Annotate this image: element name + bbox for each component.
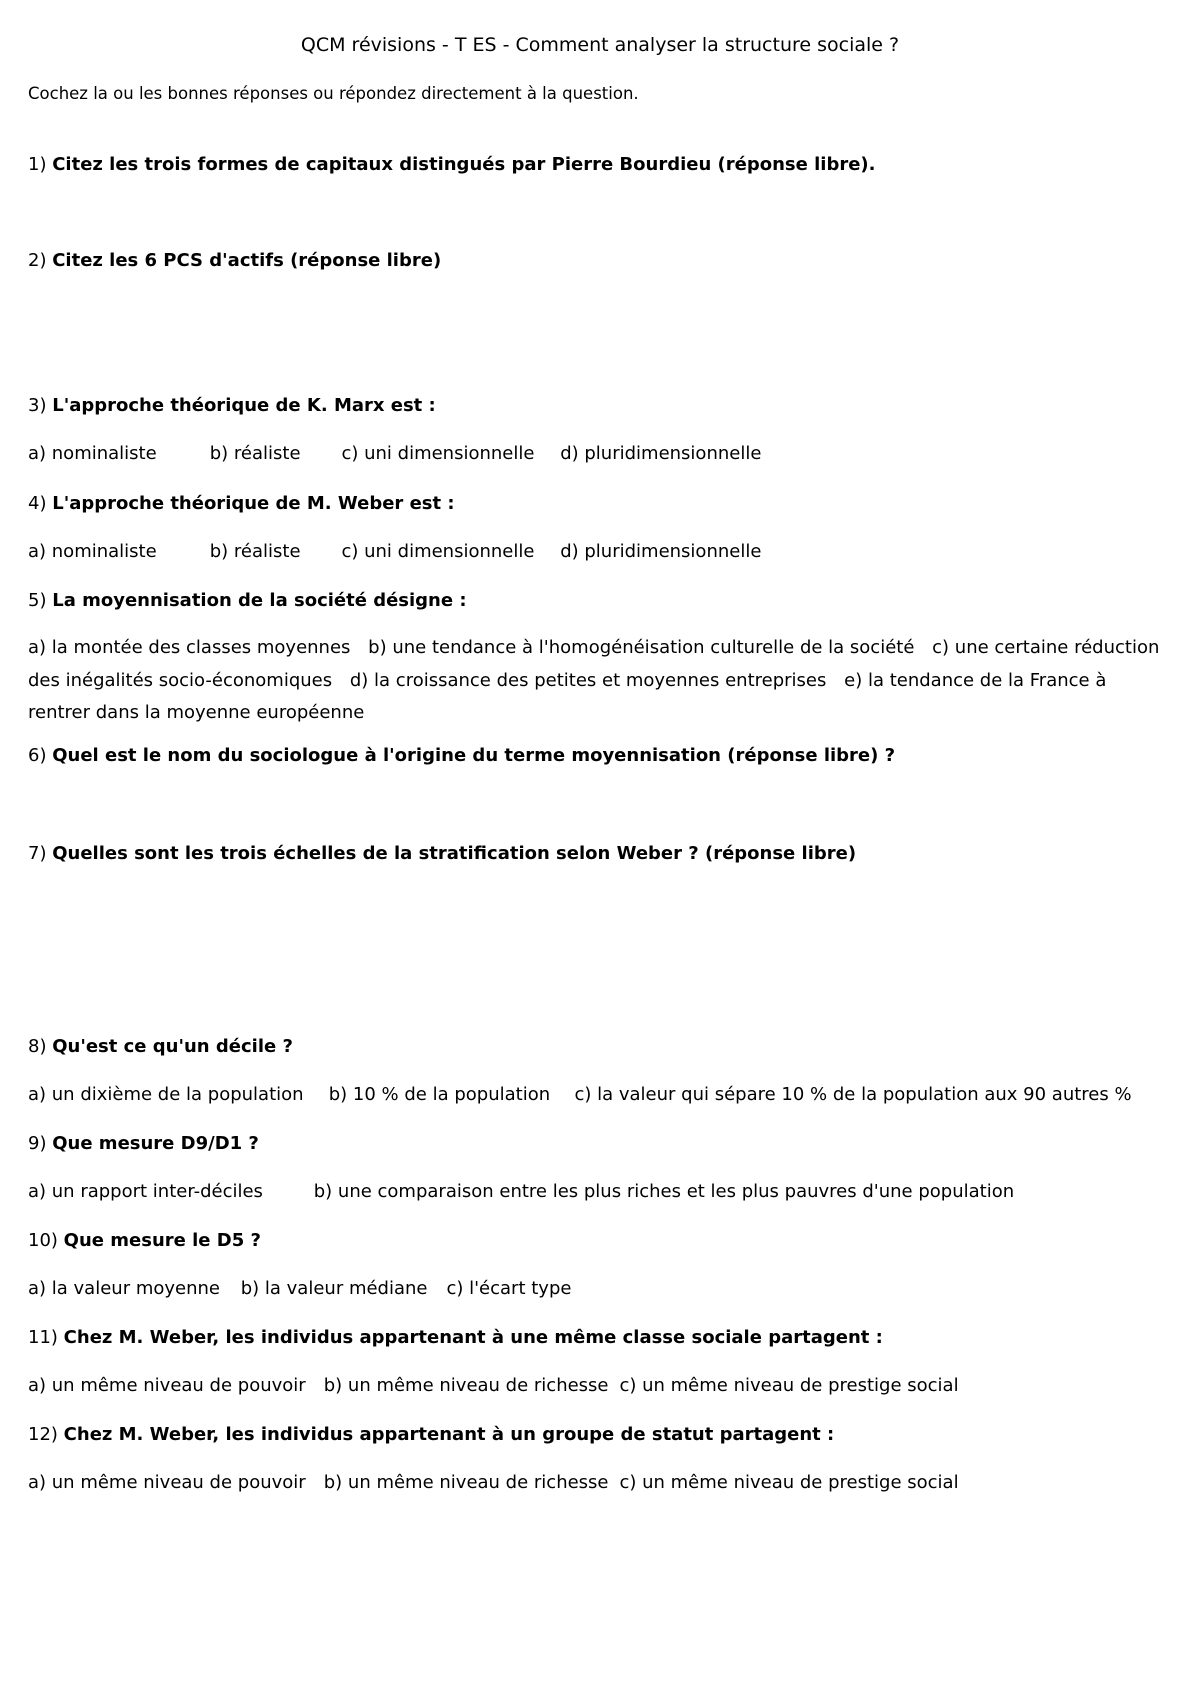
question-10: [28, 1229, 261, 1253]
question-text: Chez M. Weber, les individus appartenant à une même classe sociale partagent :: [63, 1327, 883, 1348]
question-text: Quel est le nom du sociologue à l'origine du terme moyennisation (réponse libre) ?: [52, 745, 896, 766]
question-text: Quelles sont les trois échelles de la stratification selon Weber ? (réponse libre): [52, 843, 857, 864]
answer-option[interactable]: d) pluridimensionnelle: [560, 541, 762, 562]
answer-option[interactable]: b) une comparaison entre les plus riches et les plus pauvres d'une population: [313, 1181, 1015, 1202]
question-text: L'approche théorique de M. Weber est :: [52, 493, 455, 514]
answer-option[interactable]: c) l'écart type: [446, 1278, 572, 1299]
question-8: [28, 1035, 293, 1059]
answer-options-11: [28, 1374, 959, 1398]
question-number: 7): [28, 843, 47, 864]
question-number: 10): [28, 1230, 58, 1251]
answer-option[interactable]: d) pluridimensionnelle: [560, 443, 762, 464]
question-text: Que mesure le D5 ?: [63, 1230, 261, 1251]
question-number: 6): [28, 745, 47, 766]
answer-option[interactable]: b) une tendance à l'homogénéisation culturelle de la société: [368, 637, 915, 658]
answer-option[interactable]: a) un même niveau de pouvoir: [28, 1375, 306, 1396]
answer-options-9: [28, 1180, 1014, 1204]
question-text: Que mesure D9/D1 ?: [52, 1133, 259, 1154]
question-number: 2): [28, 250, 47, 271]
answer-option[interactable]: a) la valeur moyenne: [28, 1278, 220, 1299]
answer-option[interactable]: c) un même niveau de prestige social: [619, 1375, 959, 1396]
question-text: Citez les trois formes de capitaux distingués par Pierre Bourdieu (réponse libre).: [52, 154, 876, 175]
question-number: 5): [28, 590, 47, 611]
answer-options-3: [28, 442, 761, 466]
question-5: [28, 589, 467, 613]
question-text: Qu'est ce qu'un décile ?: [52, 1036, 293, 1057]
answer-options-5: [28, 632, 1168, 730]
answer-option[interactable]: a) la montée des classes moyennes: [28, 637, 351, 658]
question-12: [28, 1423, 834, 1447]
question-number: 4): [28, 493, 47, 514]
question-number: 8): [28, 1036, 47, 1057]
answer-options-12: [28, 1471, 959, 1495]
document-title: QCM révisions - T ES - Comment analyser la structure sociale ?: [300, 34, 900, 56]
answer-option[interactable]: a) un dixième de la population: [28, 1084, 304, 1105]
answer-option[interactable]: b) un même niveau de richesse: [323, 1375, 609, 1396]
answer-option[interactable]: b) réaliste: [209, 443, 301, 464]
answer-option[interactable]: a) un rapport inter-déciles: [28, 1181, 263, 1202]
question-1: [28, 153, 875, 177]
answer-option[interactable]: c) un même niveau de prestige social: [619, 1472, 959, 1493]
question-number: 1): [28, 154, 47, 175]
answer-option[interactable]: b) 10 % de la population: [328, 1084, 551, 1105]
answer-option[interactable]: b) réaliste: [209, 541, 301, 562]
question-text: La moyennisation de la société désigne :: [52, 590, 467, 611]
question-2: [28, 249, 441, 273]
question-3: [28, 394, 436, 418]
answer-option[interactable]: c) la valeur qui sépare 10 % de la population aux 90 autres %: [574, 1084, 1132, 1105]
question-11: [28, 1326, 883, 1350]
instructions-text: Cochez la ou les bonnes réponses ou répondez directement à la question.: [28, 84, 639, 103]
answer-options-10: [28, 1277, 571, 1301]
question-text: Chez M. Weber, les individus appartenant à un groupe de statut partagent :: [63, 1424, 835, 1445]
answer-option[interactable]: a) nominaliste: [28, 541, 157, 562]
question-text: L'approche théorique de K. Marx est :: [52, 395, 436, 416]
answer-option[interactable]: b) un même niveau de richesse: [323, 1472, 609, 1493]
answer-option[interactable]: a) nominaliste: [28, 443, 157, 464]
answer-option[interactable]: b) la valeur médiane: [240, 1278, 428, 1299]
answer-option[interactable]: a) un même niveau de pouvoir: [28, 1472, 306, 1493]
question-4: [28, 492, 455, 516]
question-text: Citez les 6 PCS d'actifs (réponse libre): [52, 250, 442, 271]
answer-options-4: [28, 540, 761, 564]
answer-options-8: [28, 1083, 1132, 1107]
answer-option[interactable]: c) uni dimensionnelle: [341, 541, 535, 562]
answer-option[interactable]: d) la croissance des petites et moyennes entreprises: [349, 669, 827, 691]
question-7: [28, 842, 856, 866]
answer-option[interactable]: c) une certaine réduction des inégalités socio-économiques: [28, 637, 1160, 691]
question-6: [28, 744, 895, 768]
answer-option[interactable]: e) la tendance de la France à rentrer dans la moyenne européenne: [28, 669, 1107, 723]
question-number: 12): [28, 1424, 58, 1445]
question-number: 11): [28, 1327, 58, 1348]
question-number: 3): [28, 395, 47, 416]
question-number: 9): [28, 1133, 47, 1154]
answer-option[interactable]: c) uni dimensionnelle: [341, 443, 535, 464]
question-9: [28, 1132, 259, 1156]
